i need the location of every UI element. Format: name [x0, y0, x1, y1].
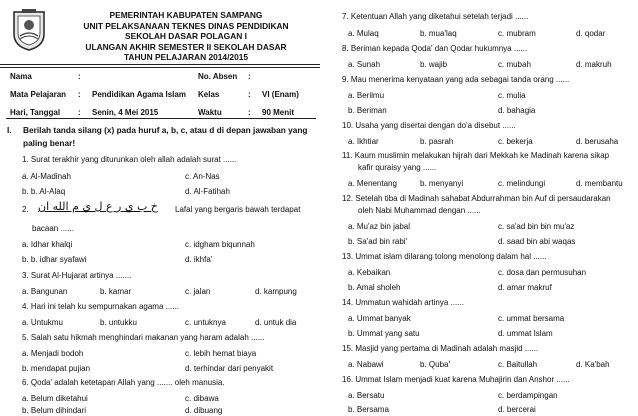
- q5-option-a[interactable]: a. Menjadi bodoh: [22, 349, 84, 358]
- q9-option-b[interactable]: b. Beriman: [348, 106, 387, 115]
- question-9: 9. Mau menerima kenyataan yang ada sebagai tanda orang ......: [342, 75, 570, 84]
- question-2-text: Lafal yang bergaris bawah terdapat: [175, 205, 301, 214]
- kelas-label: Kelas: [198, 90, 220, 99]
- q5-option-d[interactable]: d. terhindar dari penyakit: [185, 364, 274, 373]
- question-13: 13. Ummat islam dilarang tolong menolong dalam hal ......: [342, 252, 547, 261]
- q16-option-a[interactable]: a. Bersatu: [348, 391, 385, 400]
- q16-option-b[interactable]: b. Bersama: [348, 405, 389, 414]
- question-2-continued: bacaan ......: [32, 224, 74, 233]
- info-row-hari: [10, 108, 315, 122]
- q7-option-d[interactable]: d. qodar: [576, 29, 606, 38]
- q8-option-b[interactable]: b. wajib: [420, 60, 448, 69]
- kelas-value: VI (Enam): [262, 90, 299, 99]
- q12-option-c[interactable]: c. sa'ad bin bin mu'az: [498, 222, 575, 231]
- q3-option-b[interactable]: b. kamar: [100, 287, 132, 296]
- q2-option-d[interactable]: d. ikhfa': [185, 255, 213, 264]
- noabsen-label: No. Absen: [198, 72, 238, 81]
- info-row-mapel: [10, 90, 315, 104]
- q11-option-a[interactable]: a. Menentang: [348, 179, 397, 188]
- q9-option-d[interactable]: d. bahagia: [498, 106, 536, 115]
- noabsen-colon: :: [248, 72, 251, 81]
- q10-option-c[interactable]: c. bekerja: [498, 137, 533, 146]
- q1-option-c[interactable]: c. An-Nas: [185, 172, 220, 181]
- mapel-colon: :: [78, 90, 81, 99]
- header-line-2: UNIT PELAKSANAAN TEKNES DINAS PENDIDIKAN: [83, 20, 289, 31]
- q14-option-a[interactable]: a. Ummat banyak: [348, 314, 411, 323]
- q6-option-a[interactable]: a. Belum diketahui: [22, 394, 88, 403]
- nama-label: Nama: [10, 72, 32, 81]
- waktu-colon: :: [248, 108, 251, 117]
- q6-option-c[interactable]: c. dibawa: [185, 394, 219, 403]
- q11-option-d[interactable]: d. membantu: [576, 179, 623, 188]
- q13-option-d[interactable]: d. amar makruf: [498, 283, 552, 292]
- nama-colon: :: [78, 72, 81, 81]
- q16-option-d[interactable]: d. bercerai: [498, 405, 536, 414]
- question-6: 6. Qoda' adalah ketetapan Allah yang ....... oleh manusia.: [22, 378, 225, 387]
- q8-option-a[interactable]: a. Sunah: [348, 60, 381, 69]
- question-15: 15. Masjid yang pertama di Madinah adalah masjid ......: [342, 344, 539, 353]
- q15-option-a[interactable]: a. Nabawi: [348, 360, 384, 369]
- q7-option-a[interactable]: a. Mulaq: [348, 29, 379, 38]
- question-16: 16. Ummat Islam menjadi kuat karena Muhajirin dan Anshor ......: [342, 375, 570, 384]
- instruction-line-2: paling benar!: [23, 138, 76, 148]
- question-2-number: 2.: [22, 205, 29, 214]
- header-line-5: TAHUN PELAJARAN 2014/2015: [123, 52, 249, 63]
- student-info-block: [10, 72, 315, 122]
- q9-option-a[interactable]: a. Berilmu: [348, 91, 385, 100]
- q11-option-b[interactable]: b. menyanyi: [420, 179, 464, 188]
- q12-option-d[interactable]: d. saad bin abi waqas: [498, 237, 576, 246]
- q14-option-c[interactable]: c. ummat bersama: [498, 314, 565, 323]
- question-3: 3. Surat Al-Hujarat artinya .......: [22, 271, 132, 280]
- info-row-nama: [10, 72, 315, 86]
- regency-emblem-icon: [10, 8, 48, 52]
- q4-option-c[interactable]: c. untuknya: [185, 318, 226, 327]
- header-divider-top: [0, 64, 320, 65]
- q6-option-b[interactable]: b. Belum dihindari: [22, 406, 87, 415]
- waktu-value: 90 Menit: [262, 108, 295, 117]
- q1-option-d[interactable]: d. Al-Fatihah: [185, 187, 230, 196]
- q2-option-c[interactable]: c. idgham biqunnah: [185, 240, 255, 249]
- q6-option-d[interactable]: d. dibuang: [185, 406, 223, 415]
- q14-option-b[interactable]: b. Ummat yang satu: [348, 329, 420, 338]
- q2-option-b[interactable]: b. b. idhar syafawi: [22, 255, 87, 264]
- q4-option-a[interactable]: a. Untukmu: [22, 318, 63, 327]
- hari-value: Senin, 4 Mei 2015: [92, 108, 159, 117]
- q3-option-d[interactable]: d. kampung: [255, 287, 297, 296]
- header-divider-bottom: [0, 67, 320, 68]
- info-divider: [6, 118, 316, 119]
- q12-option-b[interactable]: b. Sa'ad bin rabi': [348, 237, 408, 246]
- waktu-label: Waktu: [198, 108, 222, 117]
- q10-option-d[interactable]: d. berusaha: [576, 137, 619, 146]
- question-4: 4. Hari ini telah ku sempurnakan agama ......: [22, 302, 179, 311]
- q5-option-b[interactable]: b. mendapat pujian: [22, 364, 91, 373]
- q15-option-b[interactable]: b. Quba': [420, 360, 450, 369]
- hari-label: Hari, Tanggal: [10, 108, 61, 117]
- question-14: 14. Ummatun wahidah artinya ......: [342, 298, 464, 307]
- kelas-colon: :: [248, 90, 251, 99]
- q15-option-c[interactable]: c. Baitullah: [498, 360, 538, 369]
- question-12: 12. Setelah tiba di Madinah sahabat Abdurrahman bin Auf di persaudarakan: [342, 194, 611, 203]
- q11-option-c[interactable]: c. melindungi: [498, 179, 546, 188]
- question-7: 7. Ketentuan Allah yang diketahui setelah terjadi ......: [342, 12, 529, 21]
- q15-option-d[interactable]: d. Ka'bah: [576, 360, 610, 369]
- mapel-label: Mata Pelajaran: [10, 90, 67, 99]
- header-line-1: PEMERINTAH KABUPATEN SAMPANG: [109, 10, 263, 20]
- q9-option-c[interactable]: c. mulia: [498, 91, 526, 100]
- header-line-3: SEKOLAH DASAR POLAGAN I: [125, 31, 247, 42]
- q10-option-a[interactable]: a. Ikhtiar: [348, 137, 379, 146]
- document-header: [52, 10, 320, 63]
- q8-option-d[interactable]: d. makruh: [576, 60, 612, 69]
- header-line-4: ULANGAN AKHIR SEMESTER II SEKOLAH DASAR: [85, 41, 287, 52]
- question-8: 8. Beriman kepada Qoda' dan Qodar hukumnya ......: [342, 44, 528, 53]
- q16-option-c[interactable]: c. berdampingan: [498, 391, 558, 400]
- question-11-continued: kafir quraisy yang ......: [358, 163, 437, 172]
- q2-option-a[interactable]: a. Idhar khalqi: [22, 240, 73, 249]
- question-10: 10. Usaha yang disertai dengan do'a disebut ......: [342, 121, 516, 130]
- q13-option-b[interactable]: b. Amal sholeh: [348, 283, 401, 292]
- q1-option-b[interactable]: b. b. Al-Alaq: [22, 187, 66, 196]
- q13-option-a[interactable]: a. Kebaikan: [348, 268, 391, 277]
- q7-option-c[interactable]: c. mubram: [498, 29, 536, 38]
- q8-option-c[interactable]: c. mubah: [498, 60, 531, 69]
- question-2-arabic: خ ب ي ر ع ل ي م الله ان: [38, 200, 158, 213]
- instruction-line-1: Berilah tanda silang (x) pada huruf a, b, c, atau d di depan jawaban yang: [23, 125, 308, 135]
- q1-option-a[interactable]: a. Al-Madinah: [22, 172, 71, 181]
- q7-option-b[interactable]: b. mua'laq: [420, 29, 457, 38]
- q13-option-c[interactable]: c. dosa dan permusuhan: [498, 268, 587, 277]
- q4-option-d[interactable]: d. untuk dia: [255, 318, 297, 327]
- section-number: I.: [7, 125, 12, 135]
- q5-option-c[interactable]: c. lebih hemat biaya: [185, 349, 257, 358]
- q12-option-a[interactable]: a. Mu'az bin jabal: [348, 222, 411, 231]
- question-1: 1. Surat terakhir yang diturunkan oleh allah adalah surat ......: [22, 155, 237, 164]
- hari-colon: :: [78, 108, 81, 117]
- question-12-continued: oleh Nabi Muhammad dengan ......: [358, 206, 481, 215]
- q10-option-b[interactable]: b. pasrah: [420, 137, 454, 146]
- question-5: 5. Salah satu hikmah menghindari makanan yang haram adalah ......: [22, 333, 265, 342]
- question-11: 11. Kaum muslimin melakukan hijrah dari Mekkah ke Madinah karena sikap: [342, 151, 610, 160]
- mapel-value: Pendidikan Agama Islam: [92, 90, 186, 99]
- q14-option-d[interactable]: d. ummat Islam: [498, 329, 553, 338]
- q3-option-c[interactable]: c. jalan: [185, 287, 211, 296]
- q4-option-b[interactable]: b. untukku: [100, 318, 137, 327]
- q3-option-a[interactable]: a. Bangunan: [22, 287, 68, 296]
